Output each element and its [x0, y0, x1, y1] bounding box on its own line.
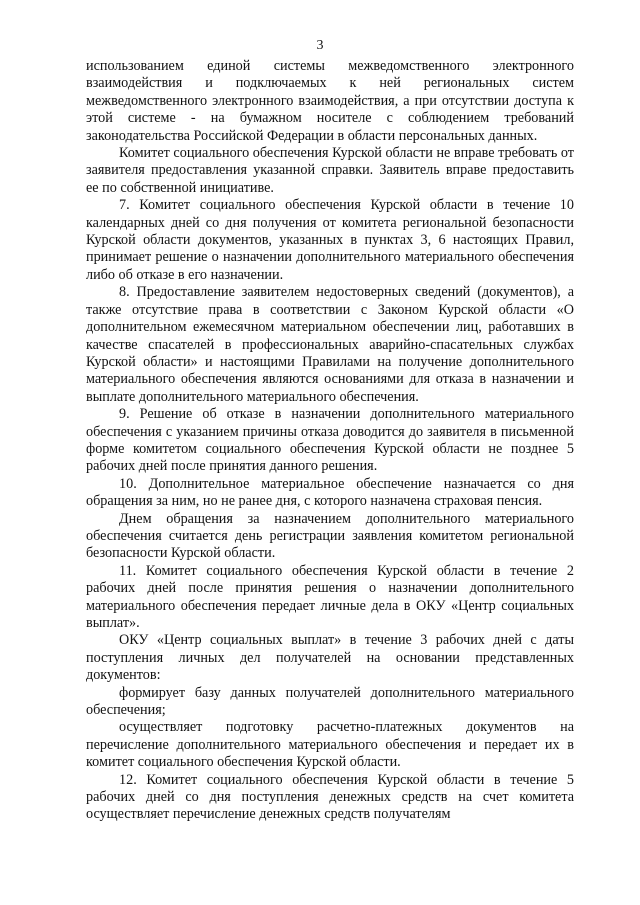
page-number: 3 [316, 38, 324, 53]
paragraph-clause-11: 11. Комитет социального обеспечения Курской области в течение 2 рабочих дней после принятия решения о назначении дополнительного материального обеспечения передает личные дела в ОКУ «Центр социальных выплат». [86, 562, 574, 631]
paragraph-clause-8: 8. Предоставление заявителем недостоверных сведений (документов), а также отсутствие права в соответствии с Законом Курской области «О дополнительном ежемесячном материальном обеспечении лиц, работавших в качестве спасателей в профессиональных аварийно-спасательных службах Курской области» и настоящими Правилами на получение дополнительного материального обеспечения являются основаниями для отказа в назначении и выплате дополнительного материального обеспечения. [86, 284, 574, 405]
paragraph-clause-10: 10. Дополнительное материальное обеспечение назначается со дня обращения за ним, но не ранее дня, с которого назначена страховая пенсия. [86, 475, 574, 510]
paragraph-clause-7: 7. Комитет социального обеспечения Курской области в течение 10 календарных дней со дня получения от комитета региональной безопасности Курской области документов, указанных в пунктах 3, 6 настоящих Правил, принимает решение о назначении дополнительного материального обеспечения либо об отказе в его назначении. [86, 197, 574, 283]
paragraph-committee-not-entitled: Комитет социального обеспечения Курской области не вправе требовать от заявителя предоставления указанной справки. Заявитель вправе предоставить ее по собственной инициативе. [86, 145, 574, 196]
paragraph-clause-12: 12. Комитет социального обеспечения Курской области в течение 5 рабочих дней со дня поступления денежных средств на счет комитета осуществляет перечисление денежных средств получателям [86, 771, 574, 823]
document-body [86, 58, 574, 824]
paragraph-continuation: использованием единой системы межведомственного электронного взаимодействия и подключаемых к ней региональных систем межведомственного электронного взаимодействия, а при отсутствии доступа к этой системе - на бумажном носителе с соблюдением требований законодательства Российской Федерации в области персональных данных. [86, 58, 574, 144]
paragraph-oku-center: ОКУ «Центр социальных выплат» в течение 3 рабочих дней с даты поступления личных дел получателей на основании представленных документов: [86, 632, 574, 684]
paragraph-clause-9: 9. Решение об отказе в назначении дополнительного материального обеспечения с указанием причины отказа доводится до заявителя в письменной форме комитетом социального обеспечения Курской области не позднее 5 рабочих дней после принятия данного решения. [86, 406, 574, 475]
paragraph-forms-database: формирует базу данных получателей дополнительного материального обеспечения; [86, 684, 574, 719]
paragraph-payment-documents: осуществляет подготовку расчетно-платежных документов на перечисление дополнительного материального обеспечения и передает их в комитет социального обеспечения Курской области. [86, 719, 574, 771]
paragraph-application-day: Днем обращения за назначением дополнительного материального обеспечения считается день регистрации заявления комитетом региональной безопасности Курской области. [86, 510, 574, 562]
